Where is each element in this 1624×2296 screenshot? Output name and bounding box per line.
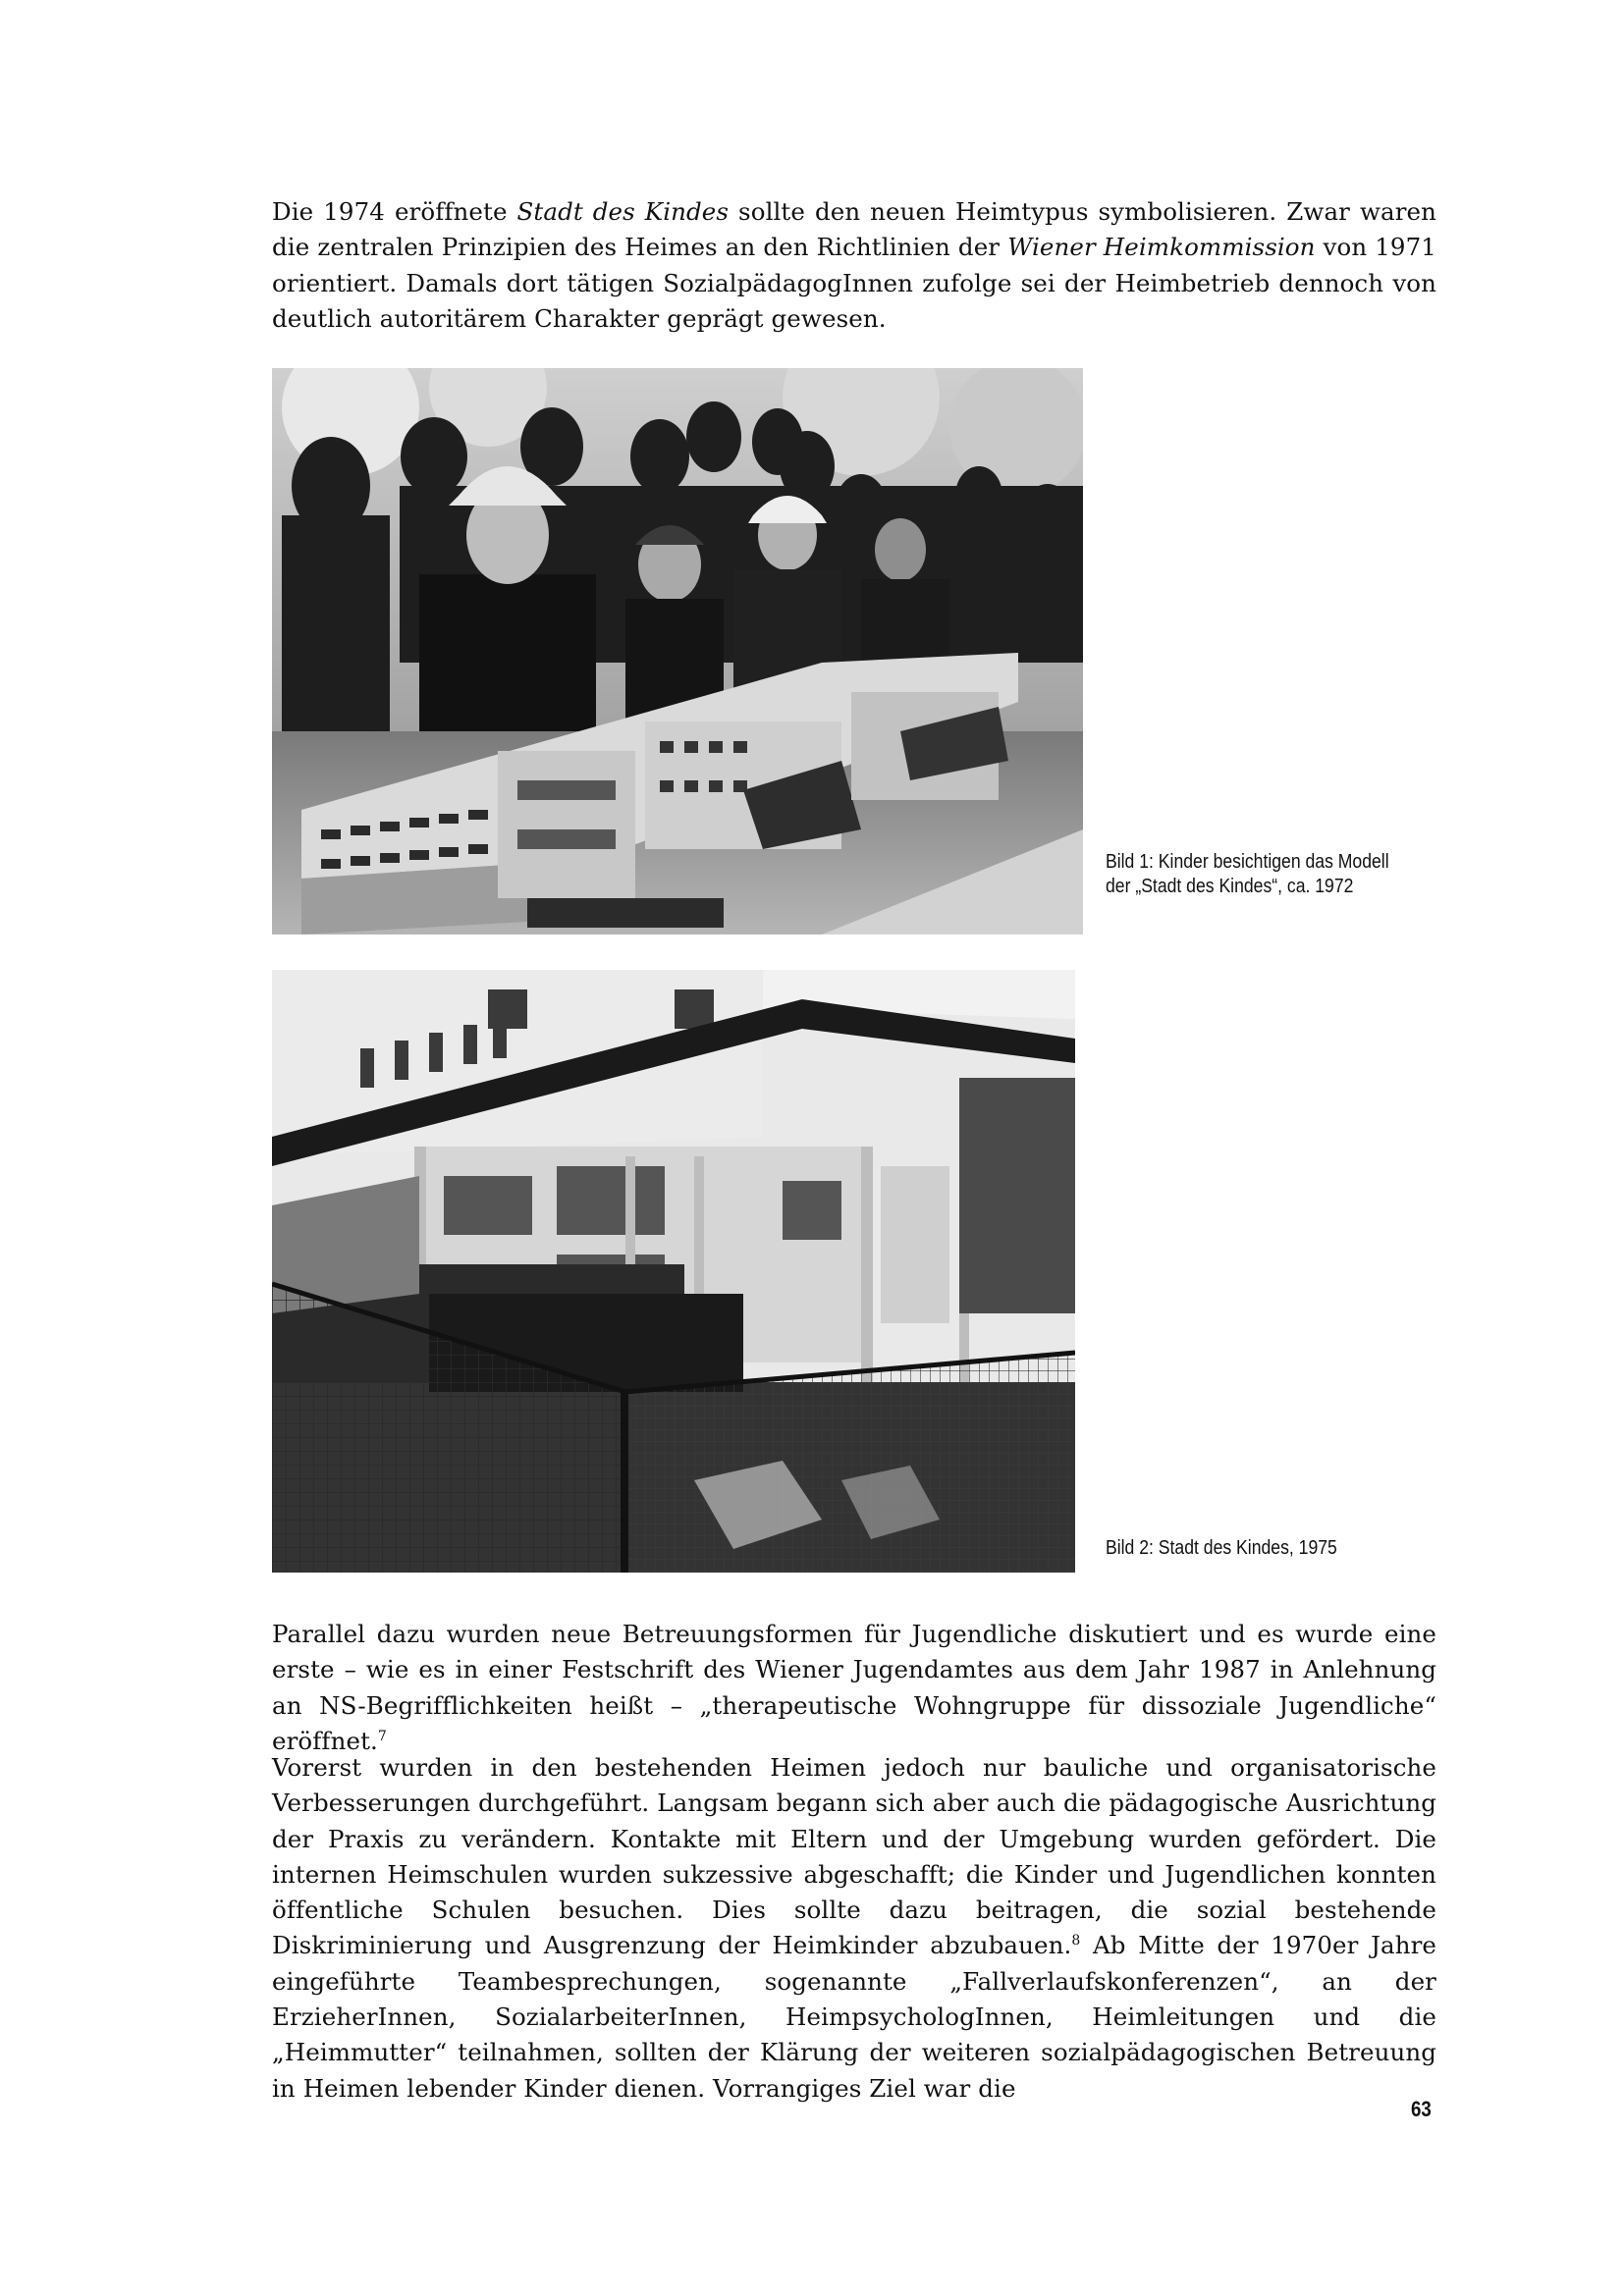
figure-2-caption-line-1: Bild 2: Stadt des Kindes, 1975 <box>1106 1537 1337 1559</box>
paragraph-1-text: Parallel dazu wurden neue Betreuungsformen für Jugendliche diskutiert und es wurde eine erste – wie es in einer Festschrift des Wiener Jugendamtes aus dem Jahr 1987 in Anlehnung an NS-Begrifflichkeiten heißt – „therapeutische Wohngruppe für dissoziale Jugendliche“ eröffnet. <box>272 1620 1436 1755</box>
paragraph-verbesserungen <box>272 1750 1436 2107</box>
intro-text-1: Die 1974 eröffnete <box>272 197 517 226</box>
intro-text-3: von 1971 orientiert. Damals dort tätigen SozialpädagogInnen zufolge sei der Heimbetrieb dennoch von deutlich autoritärem Charakter geprägt gewesen. <box>272 233 1436 333</box>
page-number: 63 <box>1411 2097 1432 2121</box>
intro-paragraph <box>272 194 1436 337</box>
photo-children-viewing-model <box>272 368 1083 934</box>
figure-1-caption-line-1: Bild 1: Kinder besichtigen das Modell <box>1106 851 1389 873</box>
paragraph-betreuungsformen <box>272 1617 1436 1759</box>
paragraph-2-text-2: Ab Mitte der 1970er Jahre eingeführte Teambesprechungen, sogenannte „Fallverlaufskonferenzen“, an der ErzieherInnen, SozialarbeiterInnen, HeimpsychologInnen, Heimleitungen und die „Heimmutter“ teilnahmen, sollten der Klärung der weiteren sozialpädagogischen Betreuung in Heimen lebender Kinder dienen. Vorrangiges Ziel war die <box>272 1931 1437 2103</box>
photo-stadt-des-kindes-building <box>272 970 1075 1573</box>
figure-1-caption <box>1106 850 1399 899</box>
footnote-ref-7: 7 <box>377 1728 387 1744</box>
figure-1-caption-line-2: der „Stadt des Kindes“, ca. 1972 <box>1106 876 1354 897</box>
footnote-ref-8: 8 <box>1071 1933 1081 1949</box>
intro-title-stadt-des-kindes: Stadt des Kindes <box>516 197 730 226</box>
figure-2-caption <box>1106 1536 1399 1561</box>
paragraph-2-text-1: Vorerst wurden in den bestehenden Heimen jedoch nur bauliche und organisatorische Verbesserungen durchgeführt. Langsam begann sich aber auch die pädagogische Ausrichtung der Praxis zu verändern. Kontakte mit Eltern und der Umgebung wurden gefördert. Die internen Heimschulen wurden sukzessive abgeschafft; die Kinder und Jugendlichen konnten öffentliche Schulen besuchen. Dies sollte dazu beitragen, die sozial bestehende Diskriminierung und Ausgrenzung der Heimkinder abzubauen. <box>272 1753 1436 1960</box>
intro-title-wiener-heimkommission: Wiener Heimkommission <box>1007 233 1316 262</box>
intro-text-2: sollte den neuen Heimtypus symbolisieren. Zwar waren die zentralen Prinzipien des Heimes an den Richtlinien der <box>272 197 1437 262</box>
